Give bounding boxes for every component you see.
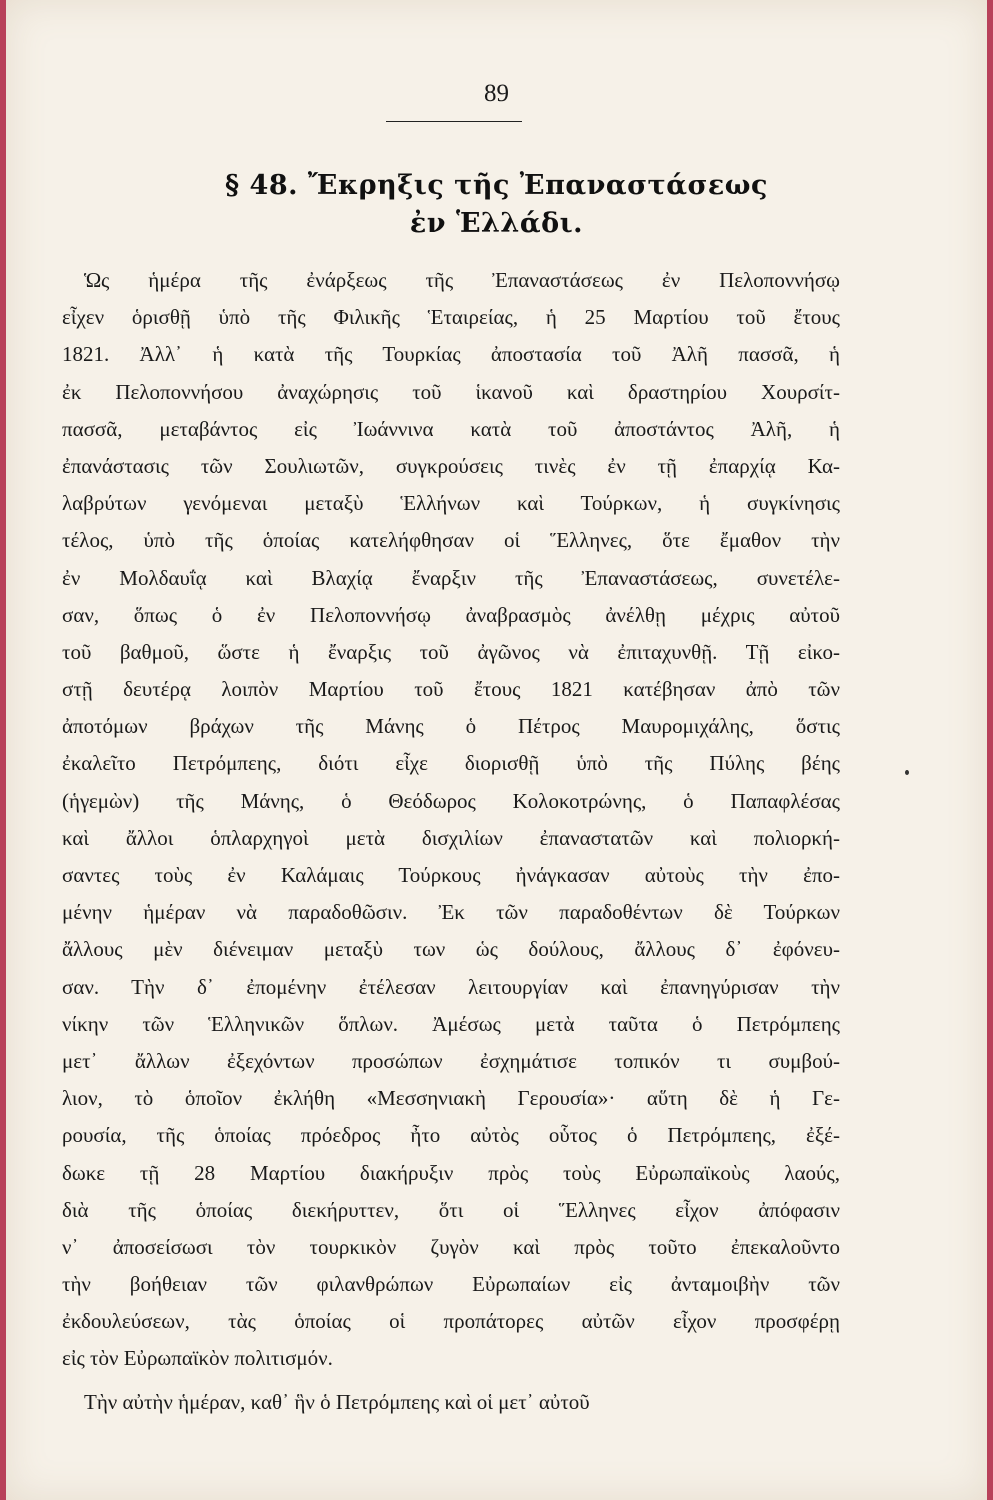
header-rule — [386, 121, 522, 122]
text-line: στῇ δευτέρᾳ λοιπὸν Μαρτίου τοῦ ἔτους 1821 κατέβησαν ἀπὸ τῶν — [62, 677, 840, 702]
text-line: εἶχεν ὁρισθῇ ὑπὸ τῆς Φιλικῆς Ἑταιρείας, ἡ 25 Μαρτίου τοῦ ἔτους — [62, 305, 840, 330]
text-line: ἐκ Πελοποννήσου ἀναχώρησις τοῦ ἱκανοῦ καὶ δραστηρίου Χουρσίτ- — [62, 379, 840, 404]
text-line: ἐπανάστασις τῶν Σουλιωτῶν, συγκρούσεις τινὲς ἐν τῇ ἐπαρχίᾳ Κα- — [62, 453, 840, 478]
text-line: ἐν Μολδαυΐᾳ καὶ Βλαχίᾳ ἔναρξιν τῆς Ἐπαναστάσεως, συνετέλε- — [62, 565, 840, 590]
text-line: ἐκαλεῖτο Πετρόμπεης, διότι εἶχε διορισθῇ ὑπὸ τῆς Πύλης βέης — [62, 751, 840, 776]
text-line: διὰ τῆς ὁποίας διεκήρυττεν, ὅτι οἱ Ἕλληνες εἶχον ἀπόφασιν — [62, 1197, 840, 1222]
text-line: (ἡγεμὼν) τῆς Μάνης, ὁ Θεόδωρος Κολοκοτρώνης, ὁ Παπαφλέσας — [62, 788, 840, 813]
text-line: καὶ ἄλλοι ὁπλαρχηγοὶ μετὰ δισχιλίων ἐπαναστατῶν καὶ πολιορκή- — [62, 825, 840, 850]
text-line: λαβρύτων γενόμεναι μεταξὺ Ἑλλήνων καὶ Τούρκων, ἡ συγκίνησις — [62, 491, 840, 516]
text-line: τὴν βοήθειαν τῶν φιλανθρώπων Εὐρωπαίων εἰς ἀνταμοιβὴν τῶν — [62, 1272, 840, 1297]
body-text — [62, 262, 840, 1421]
text-line: ρουσία, τῆς ὁποίας πρόεδρος ἦτο αὐτὸς οὗτος ὁ Πετρόμπεης, ἐξέ- — [62, 1123, 840, 1148]
text-line: μετ᾽ ἄλλων ἐξεχόντων προσώπων ἐσχημάτισε τοπικόν τι συμβού- — [62, 1048, 840, 1073]
text-line: τέλος, ὑπὸ τῆς ὁποίας κατελήφθησαν οἱ Ἕλληνες, ὅτε ἔμαθον τὴν — [62, 528, 840, 553]
text-line: Τὴν αὐτὴν ἡμέραν, καθ᾽ ἣν ὁ Πετρόμπεης καὶ οἱ μετ᾽ αὐτοῦ — [84, 1389, 590, 1414]
text-line: 1821. Ἀλλ᾽ ἡ κατὰ τῆς Τουρκίας ἀποστασία τοῦ Ἀλῆ πασσᾶ, ἡ — [62, 342, 840, 367]
paragraph — [62, 262, 840, 1378]
text-line: σαντες τοὺς ἐν Καλάμαις Τούρκους ἠνάγκασαν αὐτοὺς τὴν ἐπο- — [62, 863, 840, 887]
text-line: ἄλλους μὲν διένειμαν μεταξὺ των ὡς δούλους, ἄλλους δ᾽ ἐφόνευ- — [62, 937, 840, 962]
text-line: σαν, ὅπως ὁ ἐν Πελοποννήσῳ ἀναβρασμὸς ἀνέλθῃ μέχρις αὐτοῦ — [62, 602, 840, 627]
text-line: τοῦ βαθμοῦ, ὥστε ἡ ἔναρξις τοῦ ἀγῶνος νὰ ἐπιταχυνθῇ. Τῇ εἰκο- — [62, 639, 840, 664]
text-line: λιον, τὸ ὁποῖον ἐκλήθη «Μεσσηνιακὴ Γερουσία»· αὕτη δὲ ἡ Γε- — [62, 1086, 840, 1111]
text-line: σαν. Τὴν δ᾽ ἐπομένην ἐτέλεσαν λειτουργίαν καὶ ἐπανηγύρισαν τὴν — [62, 974, 840, 999]
text-line: νίκην τῶν Ἑλληνικῶν ὅπλων. Ἀμέσως μετὰ ταῦτα ὁ Πετρόμπεης — [62, 1011, 840, 1036]
text-line: ἐκδουλεύσεων, τὰς ὁποίας οἱ προπάτορες αὐτῶν εἶχον προσφέρῃ — [62, 1309, 840, 1334]
text-line: πασσᾶ, μεταβάντος εἰς Ἰωάννινα κατὰ τοῦ ἀποστάντος Ἀλῆ, ἡ — [62, 416, 840, 441]
paragraph — [62, 1384, 840, 1421]
ink-speck — [905, 770, 909, 775]
text-line: ἀποτόμων βράχων τῆς Μάνης ὁ Πέτρος Μαυρομιχάλης, ὅστις — [62, 714, 840, 739]
section-heading-line-1: § 48. Ἔκρηξις τῆς Ἐπαναστάσεως — [225, 170, 768, 201]
page-number: 89 — [484, 80, 509, 107]
section-heading-line-2: ἐν Ἑλλάδι. — [409, 208, 584, 239]
text-line: ν᾽ ἀποσείσωσι τὸν τουρκικὸν ζυγὸν καὶ πρὸς τοῦτο ἐπεκαλοῦντο — [62, 1234, 840, 1259]
text-line: Ὡς ἡμέρα τῆς ἐνάρξεως τῆς Ἐπαναστάσεως ἐν Πελοποννήσῳ — [84, 268, 840, 292]
text-line: εἰς τὸν Εὐρωπαϊκὸν πολιτισμόν. — [62, 1346, 333, 1371]
text-line: δωκε τῇ 28 Μαρτίου διακήρυξιν πρὸς τοὺς Εὐρωπαϊκοὺς λαούς, — [62, 1160, 840, 1185]
text-line: μένην ἡμέραν νὰ παραδοθῶσιν. Ἐκ τῶν παραδοθέντων δὲ Τούρκων — [62, 900, 840, 925]
